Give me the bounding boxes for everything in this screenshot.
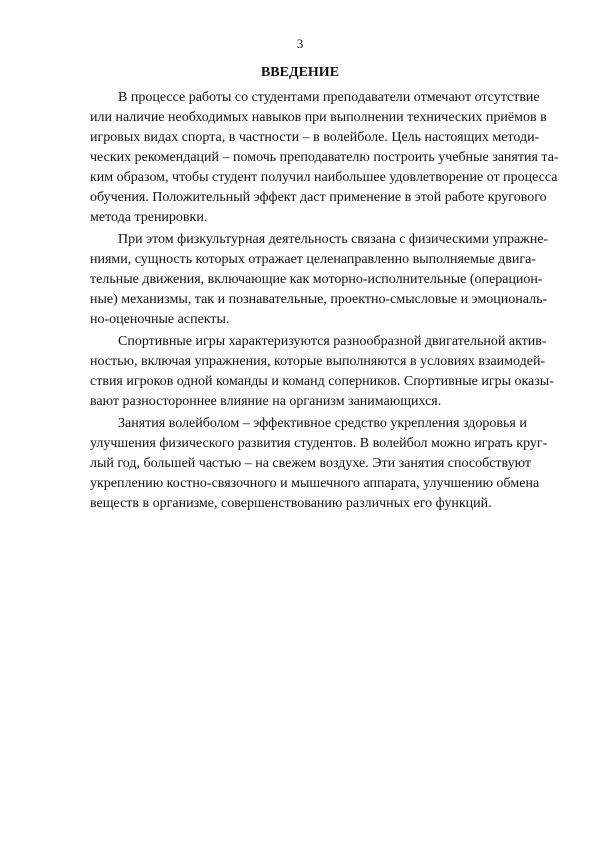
text-line: ностью, включая упражнения, которые выполняются в условиях взаимодей- — [90, 354, 546, 369]
text-line: улучшения физического развития студентов. В волейбол можно играть круг- — [90, 436, 548, 451]
text-line: но-оценочные аспекты. — [90, 312, 230, 327]
text-line: ческих рекомендаций – помочь преподавателю построить учебные занятия та- — [90, 150, 559, 165]
text-line: ствия игроков одной команды и команд соперников. Спортивные игры оказы- — [90, 374, 554, 389]
text-line: Занятия волейболом – эффективное средство укрепления здоровья и — [118, 416, 527, 431]
text-line: ные) механизмы, так и познавательные, проектно-смысловые и эмоциональ- — [90, 292, 548, 307]
text-line: веществ в организме, совершенствованию различных его функций. — [90, 496, 492, 511]
text-line: Спортивные игры характеризуются разнообразной двигательной актив- — [118, 334, 547, 349]
text-line: игровых видах спорта, в частности – в волейболе. Цель настоящих методи- — [90, 130, 540, 145]
text-line: ниями, сущность которых отражает целенаправленно выполняемые двига- — [90, 252, 536, 267]
text-line: ким образом, чтобы студент получил наибольшее удовлетворение от процесса — [90, 170, 558, 185]
page-number: 3 — [296, 36, 304, 51]
text-line: В процессе работы со студентами преподаватели отмечают отсутствие — [118, 90, 540, 105]
text-line: лый год, большей частью – на свежем воздухе. Эти занятия способствуют — [90, 456, 532, 471]
text-line: обучения. Положительный эффект даст применение в этой работе кругового — [90, 190, 547, 205]
text-line: укреплению костно-связочного и мышечного аппарата, улучшению обмена — [90, 476, 540, 491]
text-line: или наличие необходимых навыков при выполнении технических приёмов в — [90, 110, 547, 125]
text-line: метода тренировки. — [90, 210, 208, 225]
text-line: При этом физкультурная деятельность связана с физическими упражне- — [118, 232, 549, 247]
text-line: вают разностороннее влияние на организм занимающихся. — [90, 394, 442, 409]
section-heading: ВВЕДЕНИЕ — [260, 65, 340, 80]
text-line: тельные движения, включающие как моторно-исполнительные (операцион- — [90, 272, 543, 287]
